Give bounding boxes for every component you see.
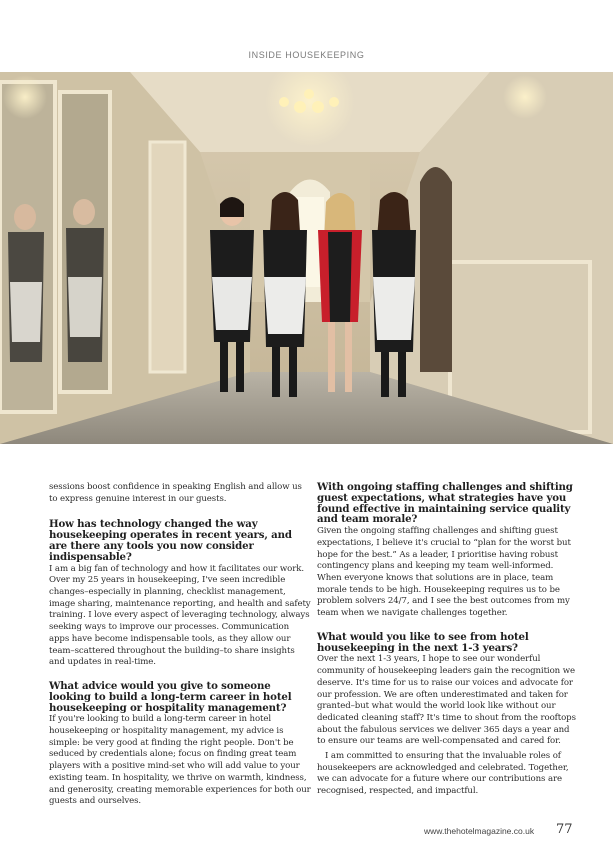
housekeeping-team-photo	[0, 72, 613, 444]
left-column	[49, 482, 311, 808]
question-staffing-challenges: With ongoing staffing challenges and shifting guest expectations, what strategies have you found effective in maintaining service quality and team morale?	[317, 481, 573, 526]
answer-future-continued: I am committed to ensuring that the invaluable roles of housekeepers are acknowledged and celebrated. Together, we can advocate for a future where our contributions are recognised, respected, and impactful.	[317, 751, 569, 797]
right-column	[317, 482, 579, 798]
intro-paragraph: sessions boost confidence in speaking English and allow us to express genuine interest in our guests.	[49, 482, 302, 504]
answer-staffing-challenges: Given the ongoing staffing challenges and shifting guest expectations, I believe it's crucial to “plan for the worst but hope for the best.” As a leader, I prioritise having robust contingency plans and keeping my team well-informed. When everyone knows that solutions are in place, team morale tends to be high. Housekeeping requires us to be problem solvers 24/7, and I see the best outcomes from my team when we navigate challenges together.	[317, 526, 571, 619]
section-label: INSIDE HOUSEKEEPING	[248, 50, 365, 60]
question-technology: How has technology changed the way housekeeping operates in recent years, and are there any tools you now consider indispensable?	[49, 518, 292, 563]
question-career-advice: What advice would you give to someone looking to build a long-term career in hotel housekeeping or hospitality management?	[49, 679, 292, 714]
page-number: 77	[556, 822, 573, 837]
answer-technology: I am a big fan of technology and how it facilitates our work. Over my 25 years in housekeeping, I've seen incredible changes–especially in planning, checklist management, image sharing, maintenance reporting, and health and safety training. I love every aspect of leveraging technology, always seeking ways to improve our processes. Communication apps have become indispensable tools, as they allow our team–scattered throughout the building–to share insights and updates in real-time.	[49, 563, 311, 668]
question-future: What would you like to see from hotel housekeeping in the next 1-3 years?	[317, 630, 529, 654]
answer-career-advice: If you're looking to build a long-term career in hotel housekeeping or hospitality management, my advice is simple: be very good at finding the right people. Don't be seduced by credentials alone; focus on finding great team players with a positive mind-set who will add value to your existing team. In hospitality, we thrive on warmth, kindness, and generosity, creating memorable experiences for both our guests and ourselves.	[49, 714, 311, 807]
answer-future: Over the next 1-3 years, I hope to see our wonderful community of housekeeping leaders gain the recognition we deserve. It's time for us to raise our voices and advocate for our profession. We are often underestimated and taken for granted–but what would the world look like without our dedicated cleaning staff? It's time to shout from the rooftops about the fabulous services we deliver 365 days a year and to ensure our teams are well-compensated and cared for.	[317, 654, 576, 747]
footer-url[interactable]: www.thehotelmagazine.co.uk	[424, 826, 535, 836]
